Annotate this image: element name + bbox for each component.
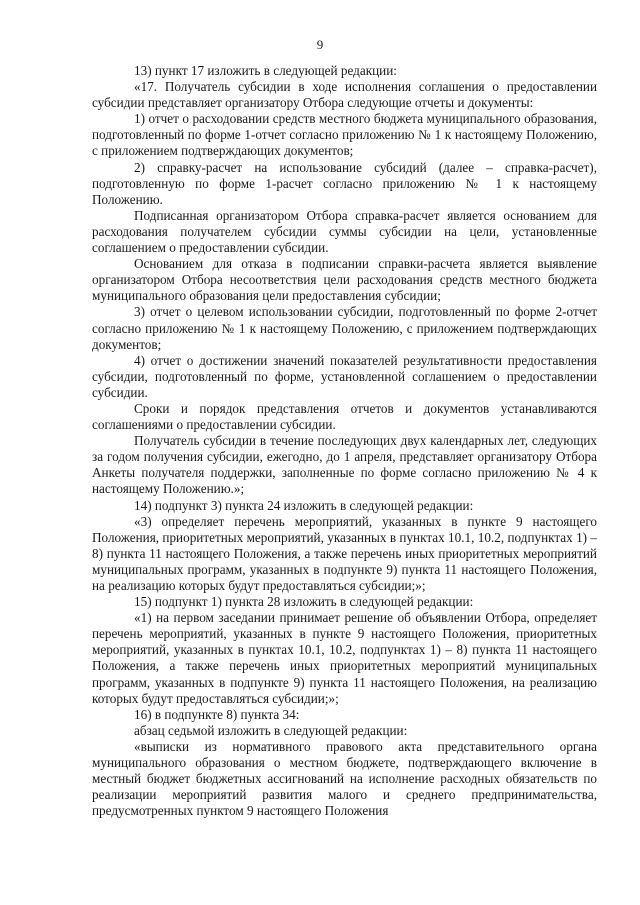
paragraph: «3) определяет перечень мероприятий, указанных в пункте 9 настоящего Положения, приоритетных мероприятий, указанных в пунктах 10.1, 10.2, подпунктах 1) – 8) пункта 11 настоящего Положения, а также перечень иных приоритетных мероприятий муниципальных программ, указанных в подпункте 9) пункта 11 настоящего Положения, на реализацию которых будут предоставляться субсидии;»; [92,513,597,593]
paragraph: «выписки из нормативного правового акта представительного органа муниципального образования о местном бюджете, подтверждающего включение в местный бюджет бюджетных ассигнований на исполнение расходных обязательств по реализации мероприятий развития малого и среднего предпринимательства, предусмотренных пунктом 9 настоящего Положения [92,738,597,819]
paragraph: 13) пункт 17 изложить в следующей редакции: [134,63,397,78]
paragraph: Получатель субсидии в течение последующих двух календарных лет, следующих за годом получения субсидии, ежегодно, до 1 апреля, представляет организатору Отбора Анкеты получателя поддержки, заполненные по форме согласно приложению № 4 к настоящему Положению.»; [92,433,597,497]
paragraph: Подписанная организатором Отбора справка-расчет является основанием для расходования получателем субсидии суммы субсидии на цели, установленные соглашением о предоставлении субсидии. [92,207,597,256]
paragraph: Основанием для отказа в подписании справки-расчета является выявление организатором Отбора несоответствия цели расходования средств местного бюджета муниципального образования цели предоставления субсидии; [92,256,597,304]
paragraph: «1) на первом заседании принимает решение об объявлении Отбора, определяет перечень мероприятий, указанных в пункте 9 настоящего Положения, приоритетных мероприятий, указанных в пунктах 10.1, 10.2, подпунктах 1) – 8) пункта 11 настоящего Положения, а также перечень иных приоритетных мероприятий муниципальных программ, указанных в подпункте 9) пункта 11 настоящего Положения, на реализацию которых будут предоставляться субсидии;»; [92,610,597,706]
page-number: 9 [316,37,324,52]
paragraph: 15) подпункт 1) пункта 28 изложить в следующей редакции: [134,594,474,610]
paragraph: 1) отчет о расходовании средств местного бюджета муниципального образования, подготовленный по форме 1-отчет согласно приложению № 1 к настоящему Положению, с приложением подтверждающих документов; [92,111,597,159]
paragraph: Сроки и порядок представления отчетов и документов устанавливаются соглашениями о предоставлении субсидии. [92,400,597,433]
document-body [92,63,597,819]
paragraph: «17. Получатель субсидии в ходе исполнения соглашения о предоставлении субсидии представляет организатору Отбора следующие отчеты и документы: [92,79,597,111]
paragraph: 14) подпункт 3) пункта 24 изложить в следующей редакции: [134,497,474,513]
paragraph: 16) в подпункте 8) пункта 34: [134,706,300,722]
paragraph: абзац седьмой изложить в следующей редакции: [134,722,408,738]
paragraph: 4) отчет о достижении значений показателей результативности предоставления субсидии, подготовленный по форме, установленной соглашением о предоставлении субсидии. [92,352,597,400]
paragraph: 2) справку-расчет на использование субсидий (далее – справка-расчет), подготовленную по форме 1-расчет согласно приложению № 1 к настоящему Положению. [92,159,597,207]
paragraph: 3) отчет о целевом использовании субсидии, подготовленный по форме 2-отчет согласно приложению № 1 к настоящему Положению, с приложением подтверждающих документов; [92,304,597,352]
